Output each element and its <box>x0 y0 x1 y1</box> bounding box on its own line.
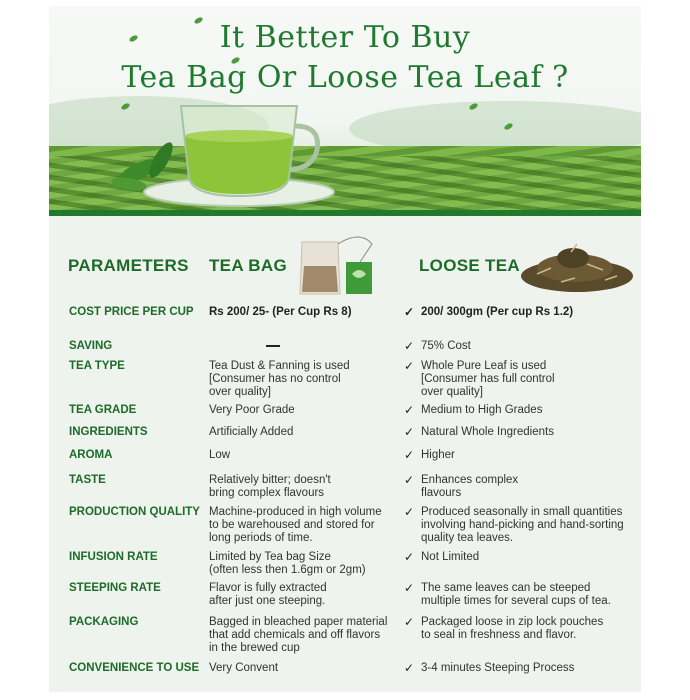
tea-bag-value: Relatively bitter; doesn't bring complex flavours <box>209 474 331 499</box>
checkmark-icon: ✓ <box>404 448 415 462</box>
loose-tea-value: ✓ The same leaves can be steeped multiple times for several cups of tea. <box>404 581 611 607</box>
checkmark-icon: ✓ <box>404 403 415 417</box>
tea-bag-icon <box>294 232 386 300</box>
tea-bag-value: Rs 200/ 25- (Per Cup Rs 8) <box>209 306 352 318</box>
green-tea-cup-icon <box>109 86 339 211</box>
row-label: COST PRICE PER CUP <box>69 306 194 318</box>
checkmark-icon: ✓ <box>404 473 415 487</box>
loose-tea-value: ✓ Medium to High Grades <box>404 403 543 417</box>
tea-bag-value: Flavor is fully extracted after just one steeping. <box>209 582 327 607</box>
tea-bag-value <box>209 340 389 353</box>
row-label: INFUSION RATE <box>69 551 158 563</box>
loose-tea-value: ✓ 200/ 300gm (Per cup Rs 1.2) <box>404 305 574 319</box>
divider <box>49 210 641 216</box>
loose-tea-value: ✓ Not Limited <box>404 550 480 564</box>
checkmark-icon: ✓ <box>404 550 415 564</box>
row-label: PRODUCTION QUALITY <box>69 506 200 518</box>
tea-bag-value: Machine-produced in high volume to be warehoused and stored for long periods of time. <box>209 506 382 544</box>
header-banner <box>49 6 641 216</box>
row-label: STEEPING RATE <box>69 582 161 594</box>
row-label: PACKAGING <box>69 616 139 628</box>
row-label: TEA GRADE <box>69 404 137 416</box>
row-label: TEA TYPE <box>69 360 125 372</box>
row-label: AROMA <box>69 449 113 461</box>
column-header-loose-tea: LOOSE TEA <box>419 256 520 275</box>
loose-tea-value: ✓ Whole Pure Leaf is used [Consumer has full control over quality] <box>404 359 555 398</box>
dash-icon <box>266 345 280 347</box>
loose-tea-value: ✓ Enhances complex flavours <box>404 473 519 499</box>
infographic-card <box>49 6 641 692</box>
tea-bag-value: Limited by Tea bag Size (often less then 1.6gm or 2gm) <box>209 551 366 576</box>
row-label: SAVING <box>69 340 113 352</box>
tea-bag-value: Bagged in bleached paper material that add chemicals and off flavors in the brewed cup <box>209 616 388 654</box>
checkmark-icon: ✓ <box>404 505 415 519</box>
checkmark-icon: ✓ <box>404 581 415 595</box>
tea-bag-value: Artificially Added <box>209 426 294 438</box>
checkmark-icon: ✓ <box>404 615 415 629</box>
loose-tea-value: ✓ 3-4 minutes Steeping Process <box>404 661 575 675</box>
checkmark-icon: ✓ <box>404 425 415 439</box>
loose-tea-value: ✓ Natural Whole Ingredients <box>404 425 554 439</box>
loose-tea-value: ✓ Packaged loose in zip lock pouches to seal in freshness and flavor. <box>404 615 604 641</box>
page-title-line2: Tea Bag Or Loose Tea Leaf ? <box>121 60 569 95</box>
page-title-line1: It Better To Buy <box>219 20 471 55</box>
column-header-tea-bag: TEA BAG <box>209 256 287 275</box>
checkmark-icon: ✓ <box>404 661 415 675</box>
checkmark-icon: ✓ <box>404 339 415 353</box>
loose-tea-leaves-icon <box>517 238 635 294</box>
tea-bag-value: Tea Dust & Fanning is used [Consumer has no control over quality] <box>209 360 350 398</box>
column-header-parameters: PARAMETERS <box>68 256 189 275</box>
loose-tea-value: ✓ Higher <box>404 448 455 462</box>
checkmark-icon: ✓ <box>404 305 415 319</box>
checkmark-icon: ✓ <box>404 359 415 373</box>
tea-bag-value: Very Convent <box>209 662 279 674</box>
loose-tea-value: ✓ 75% Cost <box>404 339 471 353</box>
tea-bag-value: Very Poor Grade <box>209 404 295 416</box>
loose-tea-value: ✓ Produced seasonally in small quantities involving hand-picking and hand-sorting quality tea leaves. <box>404 505 624 544</box>
row-label: CONVENIENCE TO USE <box>69 662 200 674</box>
row-label: INGREDIENTS <box>69 426 148 438</box>
row-label: TASTE <box>69 474 106 486</box>
tea-bag-value: Low <box>209 449 231 461</box>
